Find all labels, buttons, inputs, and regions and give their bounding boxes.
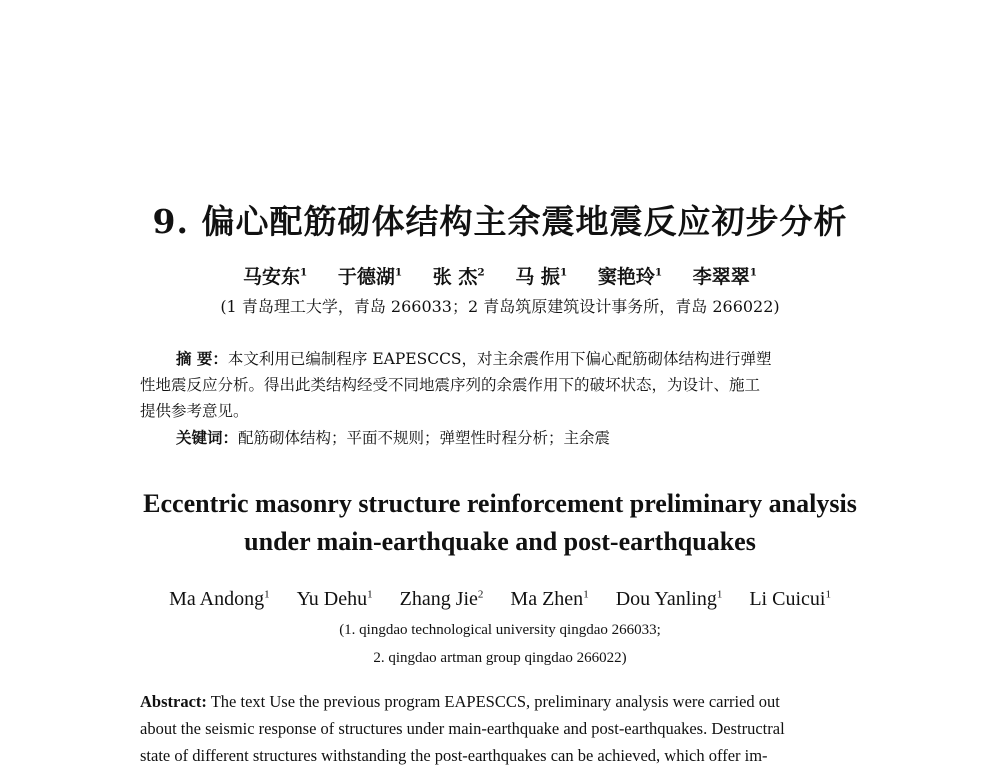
english-author: Ma Andong$^1$: [169, 588, 270, 610]
english-abstract-line: Abstract: The text Use the previous program EAPESCCS, preliminary analysis were carried out: [140, 692, 780, 711]
chinese-author: 李翠翠$^1$: [692, 266, 758, 288]
chinese-title: 9. 偏心配筋砌体结构主余震地震反应初步分析: [152, 202, 848, 241]
chinese-abstract-line: 摘 要：本文利用已编制程序 EAPESCCS，对主余震作用下偏心配筋砌体结构进行弹塑: [176, 349, 772, 368]
chinese-author: 马安东$^1$: [242, 266, 308, 288]
english-author: Li Cuicui$^1$: [749, 588, 831, 610]
english-abstract-line: state of different structures withstanding the post-earthquakes can be achieved, which offer im-: [140, 746, 768, 765]
english-author: Yu Dehu$^1$: [296, 588, 373, 610]
english-author: Ma Zhen$^1$: [510, 588, 589, 610]
english-affiliation-line: 2. qingdao artman group qingdao 266022): [373, 650, 627, 666]
english-affiliation-line: (1. qingdao technological university qingdao 266033;: [339, 622, 661, 638]
english-title-line: under main-earthquake and post-earthquakes: [244, 527, 756, 556]
chinese-keywords-label: 关键词：: [176, 428, 239, 447]
chinese-author: 张 杰$^2$: [432, 266, 485, 288]
chinese-author: 窦艳玲$^1$: [597, 266, 663, 288]
english-abstract-label: Abstract:: [140, 692, 207, 711]
english-author: Dou Yanling$^1$: [615, 588, 723, 610]
chinese-author: 于德湖$^1$: [337, 266, 403, 288]
chinese-abstract-line: 性地震反应分析。得出此类结构经受不同地震序列的余震作用下的破坏状态，为设计、施工: [140, 376, 761, 394]
chinese-author-list: [0, 262, 1000, 289]
english-author: Zhang Jie$^2$: [399, 588, 484, 610]
english-author-list: [0, 588, 1000, 611]
chinese-abstract-line: 提供参考意见。: [140, 402, 249, 420]
chinese-keywords: 关键词：配筋砌体结构；平面不规则；弹塑性时程分析；主余震: [176, 428, 611, 447]
chinese-abstract-label: 摘 要：: [176, 349, 228, 368]
chinese-affiliation: (1 青岛理工大学，青岛 266033；2 青岛筑原建筑设计事务所，青岛 266022): [220, 297, 780, 316]
chinese-author: 马 振$^1$: [515, 266, 568, 288]
english-abstract-line: about the seismic response of structures under main-earthquake and post-earthquakes. Destructral: [140, 719, 785, 738]
english-title-line: Eccentric masonry structure reinforcement preliminary analysis: [143, 489, 857, 518]
